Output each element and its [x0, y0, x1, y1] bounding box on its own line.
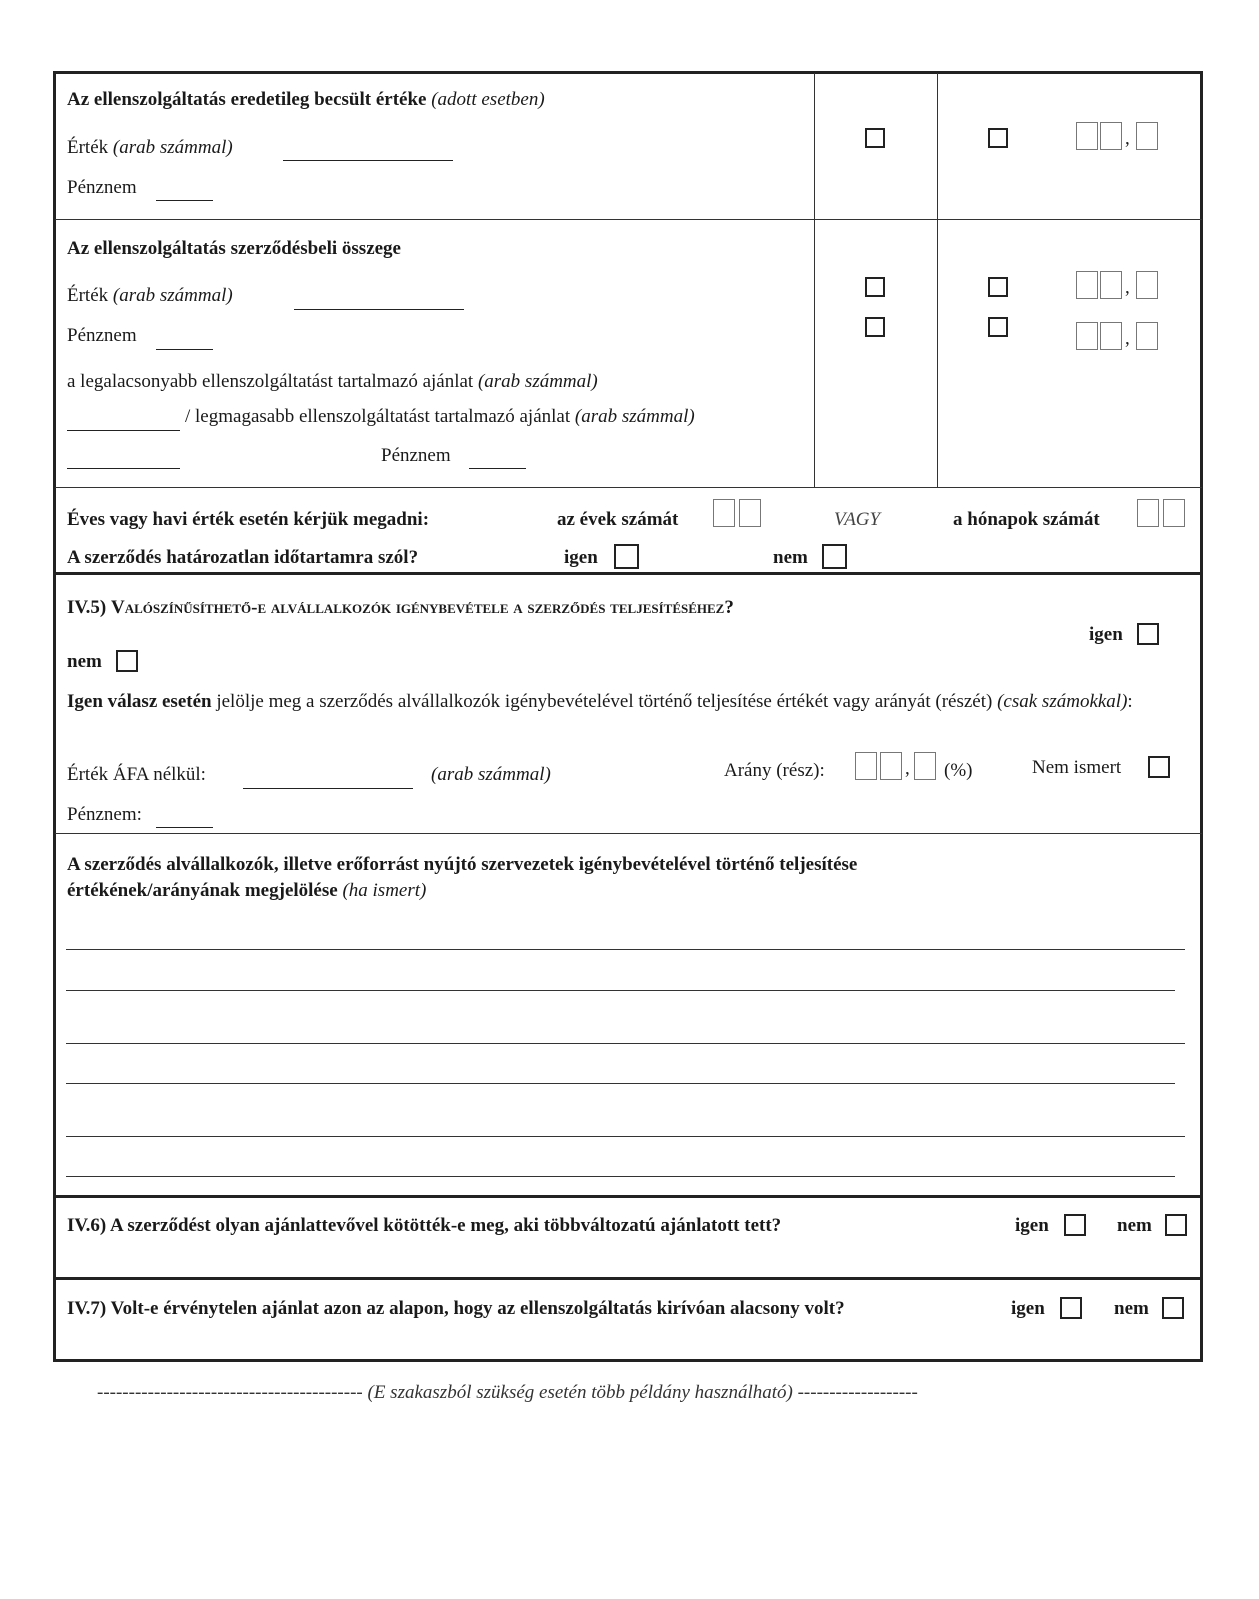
estimated-currency-label: Pénznem [67, 177, 137, 198]
years-digit-box[interactable] [739, 499, 761, 527]
indefinite-no-label: nem [773, 547, 808, 568]
row-divider [55, 487, 1202, 488]
months-digit-box[interactable] [1137, 499, 1159, 527]
offer-digit-box[interactable] [1136, 322, 1158, 350]
offer-currency-field[interactable] [469, 468, 526, 469]
offer-checkbox-b[interactable] [988, 317, 1008, 337]
estimated-checkbox-a[interactable] [865, 128, 885, 148]
row-divider [55, 572, 1202, 575]
contract-value-heading: Az ellenszolgáltatás szerződésbeli összege [67, 238, 401, 259]
decimal-separator: , [1125, 277, 1130, 298]
decimal-separator: , [905, 758, 910, 779]
offer-checkbox-a[interactable] [865, 317, 885, 337]
annual-monthly-label: Éves vagy havi érték esetén kérjük megadni: [67, 509, 430, 530]
estimated-value-field[interactable] [283, 160, 453, 161]
row-divider [55, 1277, 1202, 1280]
contract-checkbox-b[interactable] [988, 277, 1008, 297]
offer-digit-box[interactable] [1076, 322, 1098, 350]
contract-digit-box[interactable] [1100, 271, 1122, 299]
estimated-checkbox-b[interactable] [988, 128, 1008, 148]
contract-checkbox-a[interactable] [865, 277, 885, 297]
lowest-offer-field[interactable] [67, 430, 180, 431]
indefinite-duration-label: A szerződés határozatlan időtartamra szól? [67, 547, 419, 568]
iv5-currency-label: Pénznem: [67, 804, 142, 825]
contract-value-label: Érték (arab számmal) [67, 285, 233, 306]
row-divider [55, 219, 1202, 220]
offer-currency-label: Pénznem [381, 445, 451, 466]
iv7-question: IV.7) Volt-e érvénytelen ajánlat azon az alapon, hogy az ellenszolgáltatás kirívóan alacsony volt? [67, 1298, 845, 1319]
iv6-no-checkbox[interactable] [1165, 1214, 1187, 1236]
estimated-digit-box[interactable] [1076, 122, 1098, 150]
decimal-separator: , [1125, 328, 1130, 349]
indefinite-yes-label: igen [564, 547, 598, 568]
or-label: VAGY [834, 509, 881, 530]
estimated-digit-box[interactable] [1100, 122, 1122, 150]
section-footer-note: ------------------------------------------ (E szakaszból szükség esetén több példány használható) ------------------- [97, 1382, 918, 1403]
estimated-digit-box[interactable] [1136, 122, 1158, 150]
iv7-no-label: nem [1114, 1298, 1149, 1319]
answer-line[interactable] [66, 1043, 1185, 1044]
iv5-yes-label: igen [1089, 624, 1123, 645]
iv5-no-checkbox[interactable] [116, 650, 138, 672]
iv5-value-label: Érték ÁFA nélkül: [67, 764, 206, 785]
indefinite-yes-checkbox[interactable] [614, 544, 639, 569]
row-divider [55, 833, 1202, 834]
iv5-unknown-checkbox[interactable] [1148, 756, 1170, 778]
indefinite-no-checkbox[interactable] [822, 544, 847, 569]
months-label: a hónapok számát [953, 509, 1100, 530]
iv5-ratio-label: Arány (rész): [724, 760, 825, 781]
iv5-no-label: nem [67, 651, 102, 672]
ratio-digit-box[interactable] [855, 752, 877, 780]
answer-line[interactable] [66, 990, 1175, 991]
form-frame [53, 71, 1203, 1362]
row-divider [55, 1195, 1202, 1198]
ratio-digit-box[interactable] [880, 752, 902, 780]
offer-digit-box[interactable] [1100, 322, 1122, 350]
months-digit-box[interactable] [1163, 499, 1185, 527]
answer-line[interactable] [66, 1136, 1185, 1137]
contract-currency-label: Pénznem [67, 325, 137, 346]
lowest-offer-label: a legalacsonyabb ellenszolgáltatást tartalmazó ajánlat (arab számmal) [67, 371, 598, 392]
decimal-separator: , [1125, 128, 1130, 149]
highest-offer-label: / legmagasabb ellenszolgáltatást tartalmazó ajánlat (arab számmal) [185, 406, 695, 427]
contract-digit-box[interactable] [1076, 271, 1098, 299]
iv5-yes-checkbox[interactable] [1137, 623, 1159, 645]
highest-offer-field[interactable] [67, 468, 180, 469]
iv5-percent-label: (%) [944, 760, 973, 781]
estimated-value-heading: Az ellenszolgáltatás eredetileg becsült értéke (adott esetben) [67, 89, 545, 110]
iv7-yes-checkbox[interactable] [1060, 1297, 1082, 1319]
years-digit-box[interactable] [713, 499, 735, 527]
contract-digit-box[interactable] [1136, 271, 1158, 299]
iv7-yes-label: igen [1011, 1298, 1045, 1319]
subcontract-heading: A szerződés alvállalkozók, illetve erőforrást nyújtó szervezetek igénybevételével történő teljesítése értékének/arányának megjelölése (ha ismert) [67, 854, 858, 901]
iv5-currency-field[interactable] [156, 827, 213, 828]
iv6-question: IV.6) A szerződést olyan ajánlattevővel kötötték-e meg, aki többváltozatú ajánlatott tett? [67, 1215, 782, 1236]
answer-line[interactable] [66, 1083, 1175, 1084]
iv5-title: IV.5) Valószínűsíthető-e alvállalkozók igénybevétele a szerződés teljesítéséhez? [67, 597, 734, 618]
years-label: az évek számát [557, 509, 679, 530]
iv6-yes-label: igen [1015, 1215, 1049, 1236]
iv6-yes-checkbox[interactable] [1064, 1214, 1086, 1236]
estimated-value-label: Érték (arab számmal) [67, 137, 233, 158]
iv5-instruction: Igen válasz esetén jelölje meg a szerződés alvállalkozók igénybevételével történő teljesítése értékét vagy arányát (részét) (csak számokkal): [67, 691, 1133, 712]
estimated-currency-field[interactable] [156, 200, 213, 201]
iv5-value-note: (arab számmal) [431, 764, 551, 785]
iv5-unknown-label: Nem ismert [1032, 757, 1122, 778]
iv5-value-field[interactable] [243, 788, 413, 789]
iv6-no-label: nem [1117, 1215, 1152, 1236]
contract-value-field[interactable] [294, 309, 464, 310]
answer-line[interactable] [66, 949, 1185, 950]
contract-currency-field[interactable] [156, 349, 213, 350]
column-divider [814, 73, 815, 487]
answer-line[interactable] [66, 1176, 1175, 1177]
ratio-digit-box[interactable] [914, 752, 936, 780]
iv7-no-checkbox[interactable] [1162, 1297, 1184, 1319]
column-divider [937, 73, 938, 487]
